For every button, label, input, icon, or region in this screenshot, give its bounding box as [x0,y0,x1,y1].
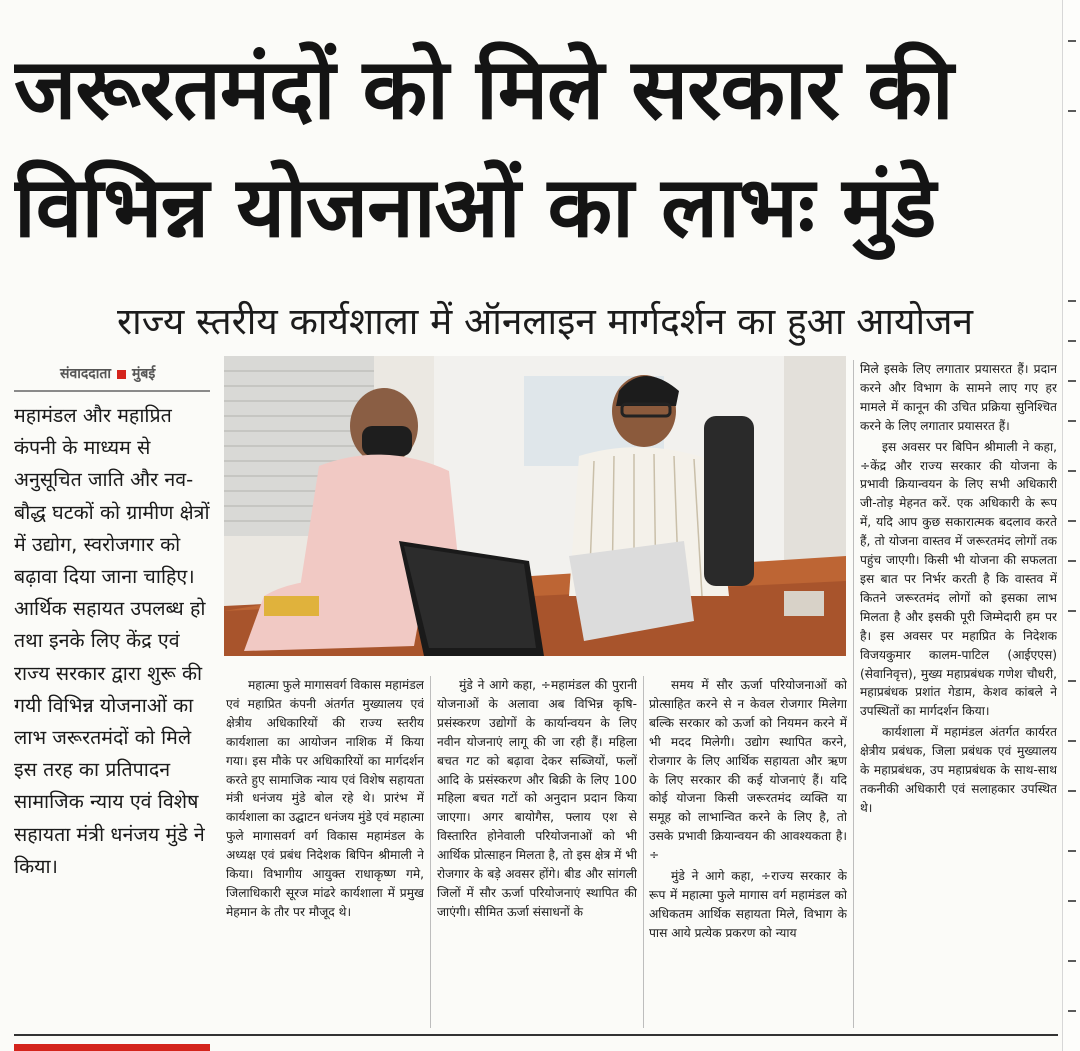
subheadline: राज्य स्तरीय कार्यशाला में ऑनलाइन मार्गदर्शन का हुआ आयोजन [116,300,974,343]
intro-text: महामंडल और महाप्रित कंपनी के माध्यम से अनुसूचित जाति और नव-बौद्ध घटकों को ग्रामीण क्षेत्रों में उद्योग, स्वरोजगार को बढ़ावा दिया जाना चाहिए। आर्थिक सहायत उपलब्ध हो तथा इनके लिए केंद्र एवं राज्य सरकार द्वारा शुरू की गयी विभिन्न योजनाओं का लाभ जरूरतमंदों को मिले इस तरह का प्रतिपादन सामाजिक न्याय एवं विशेष सहायता मंत्री धनंजय मुंडे ने किया। [14,404,210,878]
intro-paragraph [14,400,210,1040]
byline-separator-square [117,370,126,379]
byline-rule [14,390,210,392]
column-divider [853,360,854,1028]
byline-reporter: संवाददाता [60,366,111,382]
column-3-paragraph-2: मुंडे ने आगे कहा, ÷राज्य सरकार के रूप में महात्मा फुले मागास वर्ग महामंडल को अधिकतम आर्थिक सहायता मिले, विभाग के पास आये प्रत्येक प्रकरण को न्याय [649,869,847,940]
byline-city: मुंबई [131,366,156,382]
column-divider [643,676,644,1028]
adjacent-column-edge [1062,0,1080,1051]
article-column-4 [860,360,1057,1032]
column-4-paragraph-1: मिले इसके लिए लगातार प्रयासरत हैं। प्रदान करने और विभाग के सामने लाए गए हर मामले में कानून की उचित प्रक्रिया सुनिश्चित करने के लिए लगातार प्रयासरत हैं। [860,362,1057,433]
article-column-1 [226,676,424,1032]
column-3-paragraph-1: समय में सौर ऊर्जा परियोजनाओं को प्रोत्साहित करने से न केवल रोजगार मिलेगा बल्कि सरकार को ऊर्जा को नियमन करने में भी मदद मिलेगी। उद्योग स्थापित करने, रोजगार के लिए आर्थिक सहायता और ऋण के लिए सरकार की कई योजनाएं हैं। यदि कोई योजना किसी जरूरतमंद व्यक्ति या समूह को लाभान्वित करने के लिए है, तो उसके प्रभावी क्रियान्वयन की आवश्यकता है। ÷ [649,678,847,863]
bottom-rule [14,1034,1058,1036]
news-photo [224,356,846,656]
column-2-paragraph: मुंडे ने आगे कहा, ÷महामंडल की पुरानी योजनाओं के अलावा अब विभिन्न कृषि-प्रसंस्करण उद्योगों के कार्यान्वयन के लिए नवीन योजनाएं लागू की जा रही हैं। महिला बचत गट को बढ़ावा देकर सब्जियों, फलों आदि के प्रसंस्करण और बिक्री के लिए 100 महिला बचत गटों को अनुदान प्रदान किया जाएगा। अगर बायोगैस, फ्लाय एश से विस्तारित होनेवाली परियोजनाओं को भी आर्थिक प्रोत्साहन मिलता है, तो इस क्षेत्र में भी रोजगार के बड़े अवसर होंगे। बीड और सांगली जिलों में सौर ऊर्जा परियोजनाएं स्थापित की जाएंगी। सीमित ऊर्जा संसाधनों के [437,678,637,919]
article-column-3 [649,676,847,1032]
column-4-paragraph-3: कार्यशाला में महामंडल अंतर्गत कार्यरत क्षेत्रीय प्रबंधक, जिला प्रबंधक एवं मुख्यालय के महाप्रबंधक, उप महाप्रबंधक के साथ-साथ तकनीकी अधिकारी एवं सलाहकार उपस्थित थे। [860,725,1057,815]
photo-illustration [224,356,846,656]
byline [60,362,155,386]
bottom-red-bar [14,1044,210,1051]
column-4-paragraph-2: इस अवसर पर बिपिन श्रीमाली ने कहा, ÷केंद्र और राज्य सरकार की योजना के प्रभावी क्रियान्वयन के लिए सभी अधिकारी जी-तोड़ मेहनत करें. एक अधिकारी के रूप में, यदि आप कुछ सकारात्मक बदलाव करते हैं, तो योजना वास्तव में जरूरतमंद लोगों तक पहुंच जाएगी। किसी भी योजना की सफलता इस बात पर निर्भर करती है कि वास्तव में कितने जरूरतमंद लोगों को इसका लाभ मिलता है और इसकी पूरी जिम्मेदारी हम पर है। इस अवसर पर महाप्रित के निदेशक विजयकुमार कालम-पाटिल (आईएएस) (सेवानिवृत्त), मुख्य महाप्रबंधक गणेश चौधरी, महाप्रबंधक प्रशांत गेडाम, केशव कांबले ने उपस्थितों का मार्गदर्शन किया। [860,439,1057,719]
column-divider [430,676,431,1028]
headline-line-1: जरूरतमंदों को मिले सरकार की [14,40,953,138]
headline-line-2: विभिन्न योजनाओं का लाभः मुंडे [14,158,936,256]
column-1-paragraph: महात्मा फुले मागासवर्ग विकास महामंडल एवं महाप्रित कंपनी अंतर्गत मुख्यालय एवं क्षेत्रीय अधिकारियों की राज्य स्तरीय कार्यशाला का आयोजन नाशिक में किया गया। इस मौके पर अधिकारियों का मार्गदर्शन करते हुए सामाजिक न्याय एवं विशेष सहायता मंत्री धनंजय मुंडे बोल रहे थे। प्रारंभ में कार्यशाला का उद्घाटन धनंजय मुंडे एवं महात्मा फुले मागासवर्ग वर्ग विकास महामंडल के अध्यक्ष एवं प्रबंध निदेशक बिपिन श्रीमाली ने किया। विभागीय आयुक्त राधाकृष्ण गमे, जिलाधिकारी सूरज मांढरे कार्यशाला में प्रमुख मेहमान के तौर पर मौजूद थे। [226,678,424,919]
article-column-2 [437,676,637,1032]
